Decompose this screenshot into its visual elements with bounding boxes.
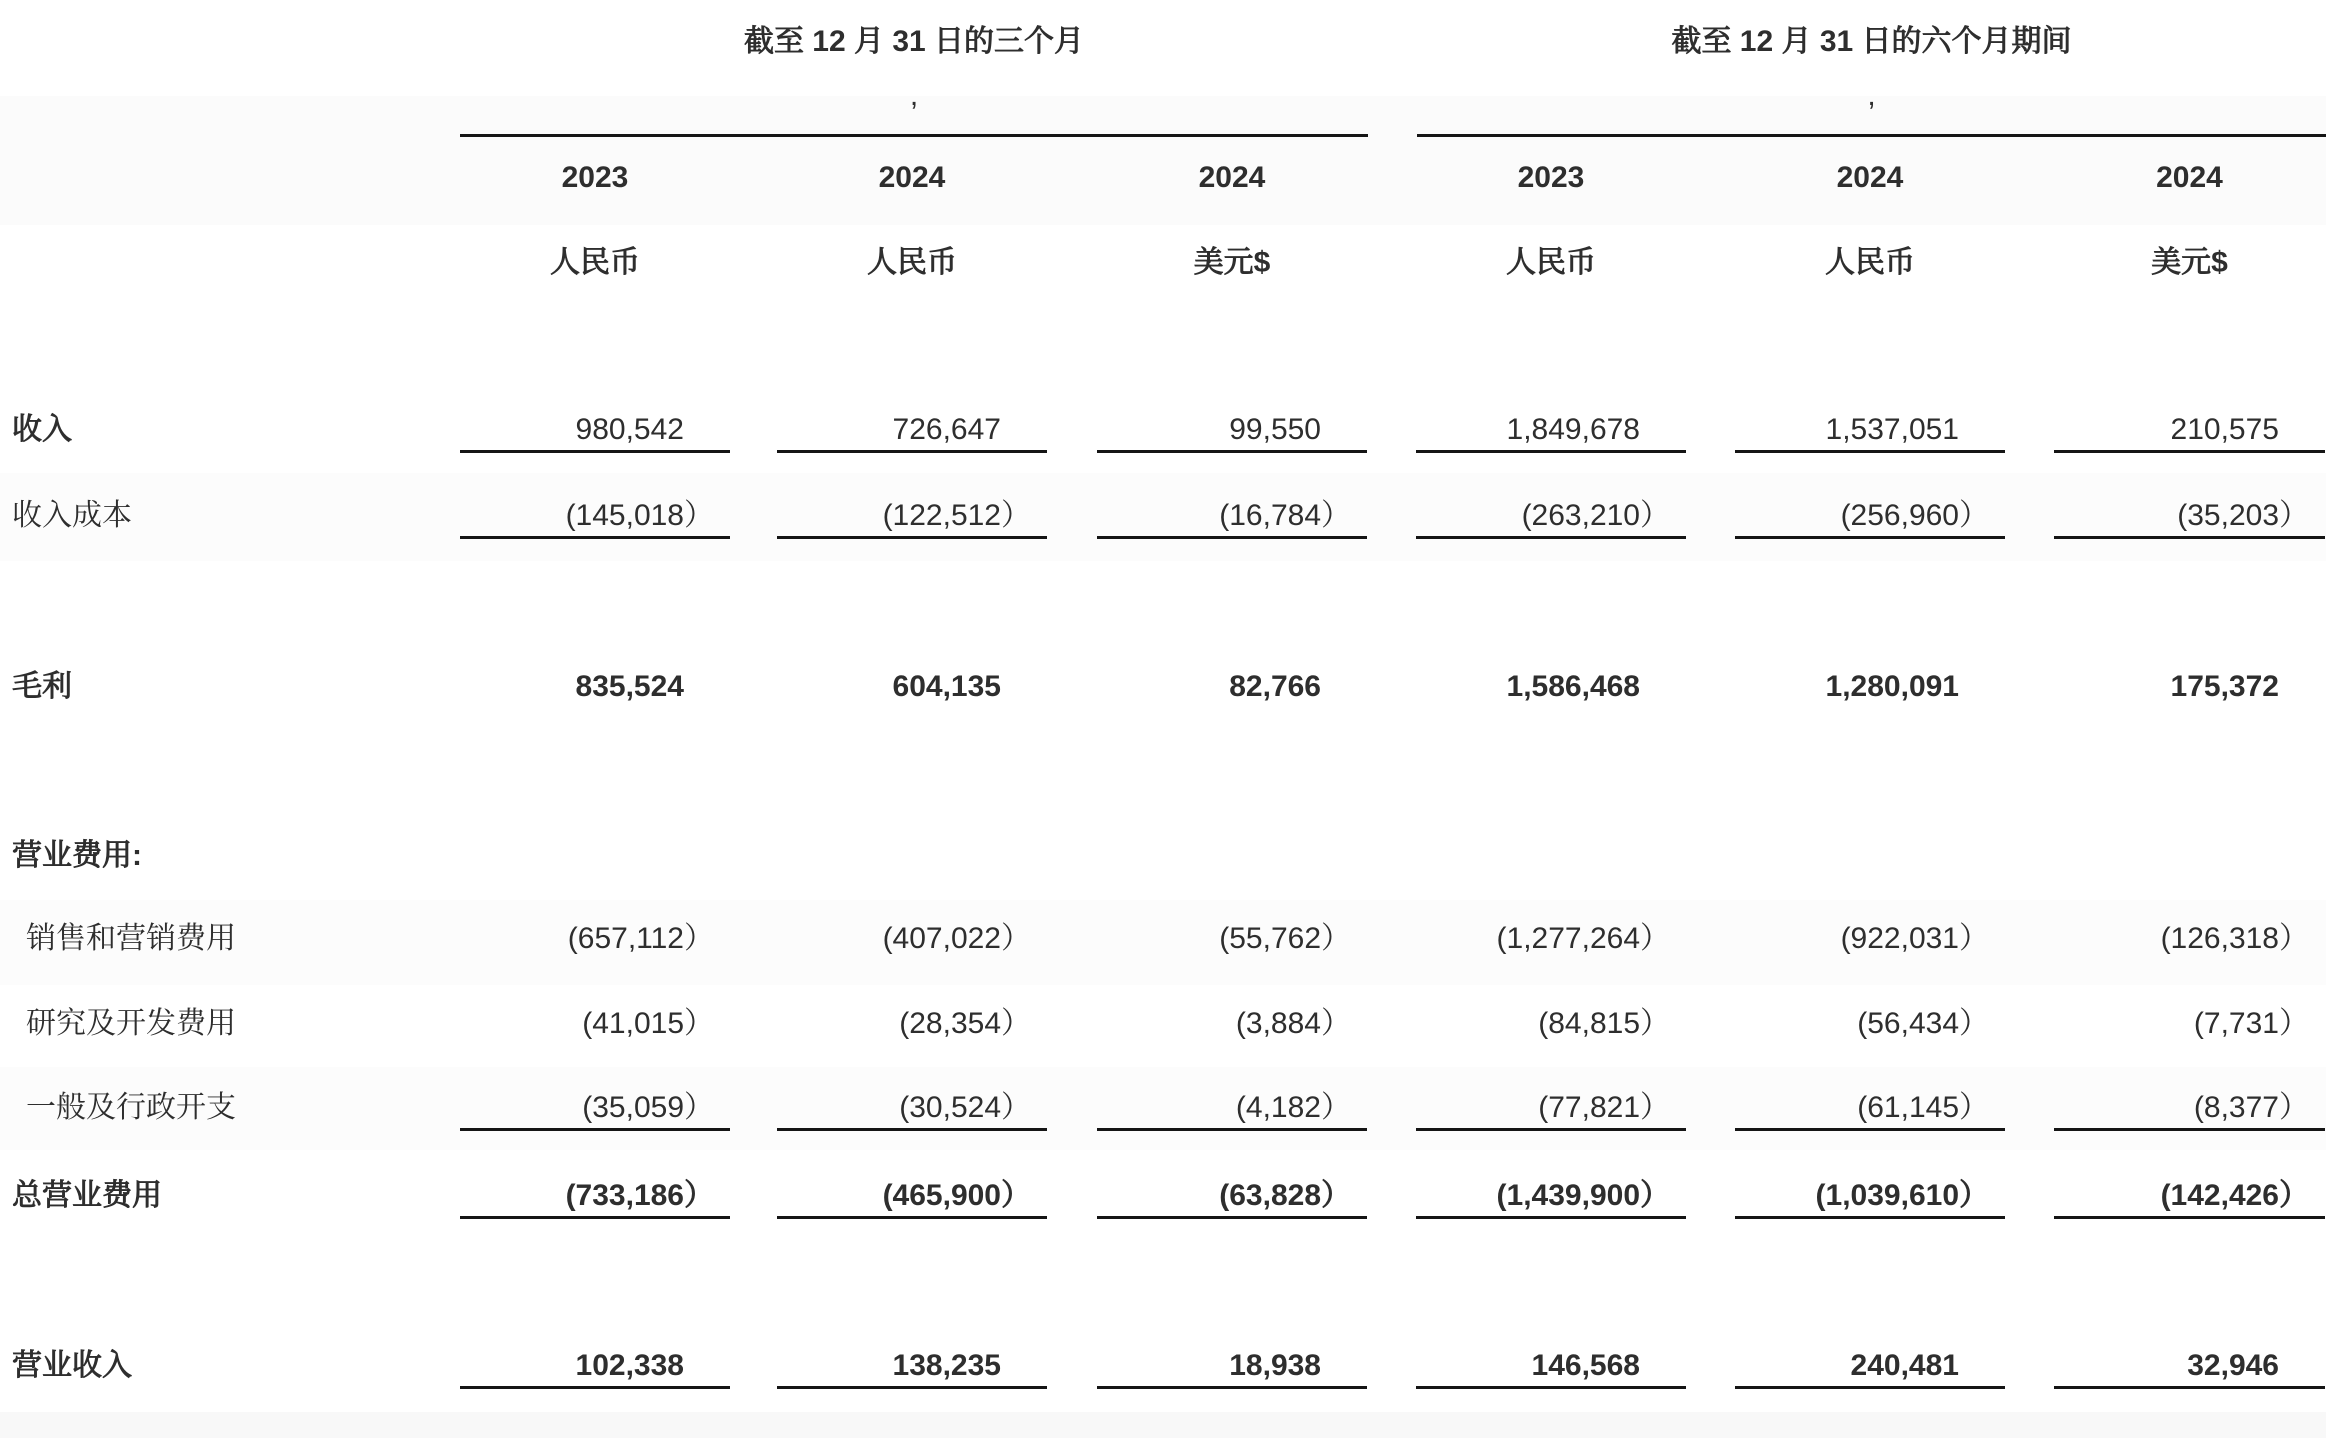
- cell-value: (55,762: [1219, 922, 1321, 955]
- header-rule-six-months: [1417, 134, 2326, 137]
- value-cell: [460, 410, 730, 453]
- cell-value: (63,828: [1219, 1179, 1321, 1212]
- value-cell: (1,039,610 ）: [1735, 1176, 2005, 1219]
- value-cell: (407,022 ）: [777, 919, 1047, 959]
- value-cell: [2054, 1346, 2325, 1389]
- cell-value: (3,884: [1235, 1007, 1321, 1040]
- cell-value: 210,575: [2170, 413, 2279, 446]
- cell-value: 99,550: [1229, 413, 1321, 446]
- cell-value: (1,439,900: [1496, 1179, 1640, 1212]
- value-cell: (28,354 ）: [777, 1004, 1047, 1044]
- cell-value: 18,938: [1229, 1349, 1321, 1382]
- row-cost-of-revenue: [0, 496, 2326, 562]
- value-cell: (55,762 ）: [1097, 919, 1367, 959]
- cell-value: (30,524: [899, 1091, 1001, 1124]
- value-cell: (465,900 ）: [777, 1176, 1047, 1219]
- cell-value: 1,586,468: [1506, 670, 1640, 703]
- cell-value: 835,524: [575, 670, 684, 703]
- row-total-operating-expenses: [0, 1176, 2326, 1243]
- period-title-six-months: 截至 12 月 31 日的六个月期间: [1671, 25, 2072, 58]
- row-operating-income: [0, 1346, 2326, 1410]
- value-cell: [1416, 410, 1686, 453]
- value-cell: (256,960 ）: [1735, 496, 2005, 539]
- value-cell: (142,426 ）: [2054, 1176, 2325, 1219]
- cell-value: (56,434: [1857, 1007, 1959, 1040]
- cell-value: (657,112: [567, 922, 684, 955]
- cell-value: 82,766: [1229, 670, 1321, 703]
- row-label: 营业费用:: [12, 839, 142, 872]
- currency-header: 人民币: [867, 246, 957, 279]
- value-cell: (35,203 ）: [2054, 496, 2325, 539]
- value-cell: [1097, 667, 1367, 707]
- cell-value: 146,568: [1531, 1349, 1640, 1382]
- value-cell: [1416, 1346, 1686, 1389]
- cell-value: (7,731: [2193, 1007, 2279, 1040]
- cell-value: (35,059: [582, 1091, 684, 1124]
- value-cell: [2054, 667, 2325, 707]
- cell-value: (922,031: [1840, 922, 1959, 955]
- year-header: 2024: [2156, 161, 2223, 194]
- cell-value: 980,542: [575, 413, 684, 446]
- row-gross-profit: [0, 667, 2326, 707]
- row-general-admin-expenses: [0, 1088, 2326, 1151]
- value-cell: (263,210 ）: [1416, 496, 1686, 539]
- cell-value: (4,182: [1235, 1091, 1321, 1124]
- value-cell: [1735, 667, 2005, 707]
- value-cell: (3,884 ）: [1097, 1004, 1367, 1044]
- value-cell: [1735, 1346, 2005, 1389]
- value-cell: (122,512 ）: [777, 496, 1047, 539]
- cell-value: (28,354: [899, 1007, 1001, 1040]
- value-cell: (922,031 ）: [1735, 919, 2005, 959]
- cell-value: 32,946: [2187, 1349, 2279, 1382]
- cell-value: (1,277,264: [1496, 922, 1640, 955]
- cell-value: (41,015: [582, 1007, 684, 1040]
- row-revenue: [0, 410, 2326, 473]
- currency-header: 人民币: [1506, 246, 1596, 279]
- value-cell: [1735, 410, 2005, 453]
- value-cell: [460, 1346, 730, 1389]
- cell-value: (256,960: [1840, 499, 1959, 532]
- value-cell: (145,018 ）: [460, 496, 730, 539]
- value-cell: (1,439,900 ）: [1416, 1176, 1686, 1219]
- cell-value: 726,647: [892, 413, 1001, 446]
- cell-value: 1,280,091: [1825, 670, 1959, 703]
- row-label: 毛利: [12, 670, 72, 703]
- period-title-wrap-comma: ,: [1867, 79, 1876, 112]
- row-label: 收入: [12, 413, 72, 446]
- row-label: 营业收入: [12, 1349, 132, 1382]
- currency-header-row: [0, 243, 2326, 283]
- period-title-wrap-comma: ,: [909, 79, 919, 112]
- value-cell: (56,434 ）: [1735, 1004, 2005, 1044]
- cell-value: (733,186: [565, 1179, 684, 1212]
- value-cell: [1416, 667, 1686, 707]
- cell-value: (145,018: [565, 499, 684, 532]
- value-cell: [2054, 410, 2325, 453]
- row-stripe: [0, 1412, 2326, 1438]
- value-cell: (41,015 ）: [460, 1004, 730, 1044]
- cell-value: (1,039,610: [1815, 1179, 1959, 1212]
- value-cell: (4,182 ）: [1097, 1088, 1367, 1131]
- row-label: 销售和营销费用: [26, 922, 236, 955]
- value-cell: (30,524 ）: [777, 1088, 1047, 1131]
- value-cell: [777, 1346, 1047, 1389]
- year-header-row: [0, 158, 2326, 198]
- cell-value: (35,203: [2177, 499, 2279, 532]
- value-cell: [460, 667, 730, 707]
- year-header: 2024: [1198, 161, 1266, 194]
- cell-value: (142,426: [2160, 1179, 2279, 1212]
- value-cell: (7,731 ）: [2054, 1004, 2325, 1044]
- value-cell: [1097, 410, 1367, 453]
- value-cell: (35,059 ）: [460, 1088, 730, 1131]
- cell-value: 604,135: [892, 670, 1001, 703]
- year-header: 2024: [878, 161, 946, 194]
- value-cell: (63,828 ）: [1097, 1176, 1367, 1219]
- row-label: 研究及开发费用: [26, 1007, 236, 1040]
- cell-value: 102,338: [575, 1349, 684, 1382]
- cell-value: 1,537,051: [1825, 413, 1959, 446]
- value-cell: [777, 410, 1047, 453]
- cell-value: (8,377: [2193, 1091, 2279, 1124]
- value-cell: (657,112 ）: [460, 919, 730, 959]
- period-title-three-months: 截至 12 月 31 日的三个月: [743, 25, 1085, 58]
- cell-value: 1,849,678: [1506, 413, 1640, 446]
- cell-value: 240,481: [1850, 1349, 1959, 1382]
- value-cell: (84,815 ）: [1416, 1004, 1686, 1044]
- row-sales-marketing-expenses: [0, 919, 2326, 959]
- value-cell: (126,318 ）: [2054, 919, 2325, 959]
- currency-header: 人民币: [1825, 246, 1915, 279]
- cell-value: (126,318: [2160, 922, 2279, 955]
- cell-value: (407,022: [882, 922, 1001, 955]
- value-cell: [777, 667, 1047, 707]
- cell-value: (16,784: [1219, 499, 1321, 532]
- cell-value: (77,821: [1538, 1091, 1640, 1124]
- currency-header: 人民币: [550, 246, 640, 279]
- row-operating-expenses-header: [0, 836, 2326, 876]
- value-cell: (733,186 ）: [460, 1176, 730, 1219]
- row-research-development-expenses: [0, 1004, 2326, 1044]
- row-label: 一般及行政开支: [26, 1091, 236, 1124]
- header-rule-three-months: [460, 134, 1368, 137]
- currency-header: 美元$: [1193, 246, 1271, 279]
- value-cell: (1,277,264 ）: [1416, 919, 1686, 959]
- value-cell: (61,145 ）: [1735, 1088, 2005, 1131]
- year-header: 2023: [1517, 161, 1585, 194]
- value-cell: [1097, 1346, 1367, 1389]
- cell-value: (84,815: [1538, 1007, 1640, 1040]
- row-label: 收入成本: [12, 499, 132, 532]
- currency-header: 美元$: [2151, 246, 2228, 279]
- row-label: 总营业费用: [12, 1179, 162, 1212]
- cell-value: (122,512: [882, 499, 1001, 532]
- value-cell: (77,821 ）: [1416, 1088, 1686, 1131]
- value-cell: (8,377 ）: [2054, 1088, 2325, 1131]
- year-header: 2024: [1836, 161, 1904, 194]
- value-cell: (16,784 ）: [1097, 496, 1367, 539]
- cell-value: 138,235: [892, 1349, 1001, 1382]
- cell-value: (61,145: [1857, 1091, 1959, 1124]
- cell-value: (263,210: [1521, 499, 1640, 532]
- year-header: 2023: [561, 161, 629, 194]
- cell-value: 175,372: [2170, 670, 2279, 703]
- cell-value: (465,900: [882, 1179, 1001, 1212]
